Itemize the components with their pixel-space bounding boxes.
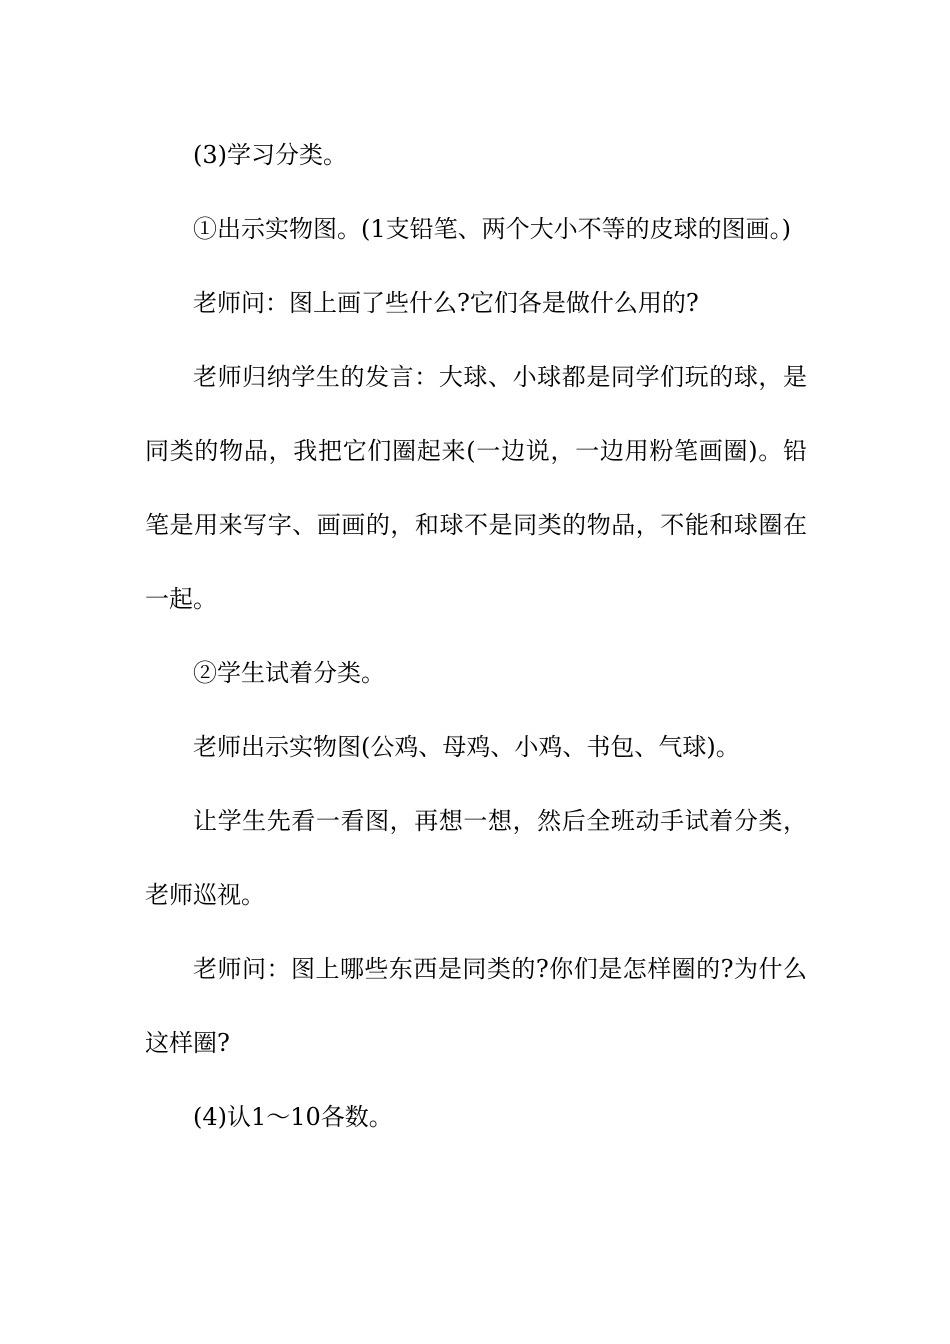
section-heading-numbers: (4)认1～10各数。	[193, 1103, 393, 1131]
document-body	[145, 118, 807, 1154]
paragraph-teacher-shows: 老师出示实物图(公鸡、母鸡、小鸡、书包、气球)。	[193, 733, 740, 761]
paragraph-teacher-question-2: 老师问：图上哪些东西是同类的?你们是怎样圈的?为什么这样圈?	[145, 955, 807, 1057]
paragraph-teacher-summary: 老师归纳学生的发言：大球、小球都是同学们玩的球，是同类的物品，我把它们圈起来(一边说，一边用粉笔画圈)。铅笔是用来写字、画画的，和球不是同类的物品，不能和球圈在一起。	[145, 363, 807, 613]
paragraph-students-classify: 让学生先看一看图，再想一想，然后全班动手试着分类，老师巡视。	[145, 807, 807, 909]
paragraph-student-try: ②学生试着分类。	[193, 659, 385, 687]
paragraph-teacher-question-1: 老师问：图上画了些什么?它们各是做什么用的?	[193, 289, 699, 317]
section-heading-classification: (3)学习分类。	[193, 141, 347, 169]
paragraph-show-picture: ①出示实物图。(1支铅笔、两个大小不等的皮球的图画。)	[193, 215, 791, 243]
